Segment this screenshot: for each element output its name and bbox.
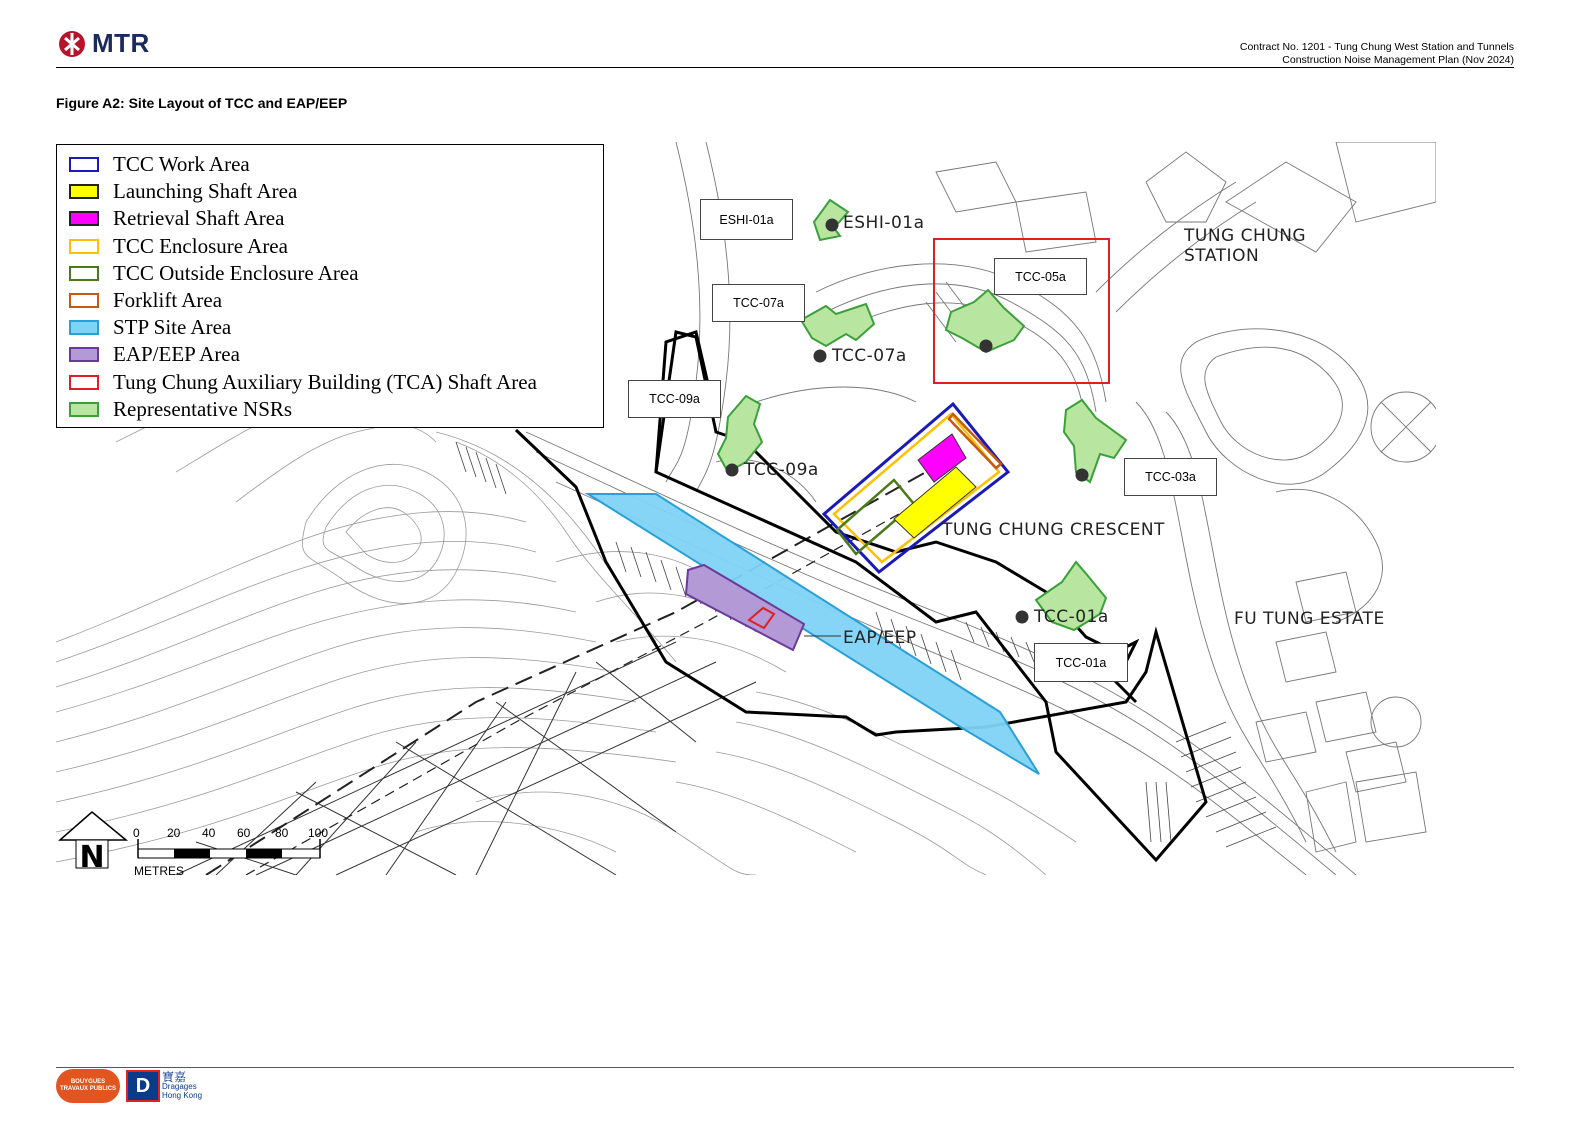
- legend-label: Forklift Area: [113, 288, 223, 313]
- label-box-tcc-05a: TCC-05a: [994, 258, 1087, 295]
- mtr-logo: [56, 28, 150, 59]
- scale-tick-40: 40: [202, 826, 216, 840]
- north-arrow: [60, 812, 126, 875]
- scale-tick-20: 20: [167, 826, 181, 840]
- legend-swatch: [69, 157, 99, 172]
- legend-label: STP Site Area: [113, 315, 232, 340]
- map-label-tung-chung-crescent: TUNG CHUNG CRESCENT: [942, 520, 1165, 540]
- dragages-line-2: Hong Kong: [162, 1090, 203, 1100]
- legend-swatch: [69, 347, 99, 362]
- legend-item: [69, 287, 603, 314]
- footer-logos: [56, 1069, 202, 1103]
- map-label-tcc01: TCC-01a: [1034, 607, 1109, 627]
- label-box-tcc-03a: TCC-03a: [1124, 458, 1217, 496]
- contract-line-1: Contract No. 1201 - Tung Chung West Station and Tunnels: [1239, 41, 1514, 53]
- legend-label: TCC Outside Enclosure Area: [113, 260, 359, 285]
- dragages-text: [162, 1069, 203, 1100]
- tunnel-grid: [176, 642, 756, 875]
- map-label-tung-chung-station: TUNG CHUNG: [1184, 226, 1307, 246]
- north-letter: N: [79, 840, 105, 875]
- map-label-station: STATION: [1184, 246, 1260, 266]
- logo-text: MTR: [92, 28, 150, 58]
- point-eshi-01a: [826, 219, 839, 232]
- legend-label: Representative NSRs: [113, 396, 293, 421]
- legend-swatch: [69, 375, 99, 390]
- footer-divider: [56, 1067, 1514, 1068]
- dragages-cn: 寶嘉: [162, 1069, 187, 1084]
- map-legend: [56, 144, 604, 428]
- scale-tick-0: 0: [133, 826, 140, 840]
- point-tcc-09a: [726, 464, 739, 477]
- map-label-eshi: ESHI-01a: [843, 213, 925, 233]
- contract-info: [1240, 41, 1514, 67]
- mtr-symbol-icon: [56, 30, 88, 58]
- scale-tick-80: 80: [275, 826, 289, 840]
- legend-item: [69, 178, 603, 205]
- dragages-line-1: Dragages: [162, 1081, 197, 1091]
- scale-bar: [138, 839, 320, 858]
- map-label-fu-tung-estate: FU TUNG ESTATE: [1234, 609, 1385, 629]
- legend-item: [69, 341, 603, 368]
- legend-item: [69, 314, 603, 341]
- legend-swatch: [69, 184, 99, 199]
- legend-item: [69, 396, 603, 423]
- point-tcc-07a: [814, 350, 827, 363]
- legend-label: Tung Chung Auxiliary Building (TCA) Shaft Area: [113, 369, 537, 394]
- scale-tick-100: 100: [308, 826, 329, 840]
- legend-swatch: [69, 320, 99, 335]
- map-label-tcc09: TCC-09a: [744, 460, 819, 480]
- scale-tick-60: 60: [237, 826, 251, 840]
- label-box-tcc-01a: TCC-01a: [1034, 643, 1128, 682]
- legend-swatch: [69, 402, 99, 417]
- label-box-tcc-09a: TCC-09a: [628, 380, 721, 418]
- legend-item: [69, 260, 603, 287]
- legend-label: TCC Enclosure Area: [113, 233, 288, 258]
- dragages-logo: [126, 1070, 202, 1102]
- legend-item: [69, 369, 603, 396]
- nsr-tcc-07a: [801, 304, 874, 346]
- map-label-eap-eep: EAP/EEP: [843, 628, 917, 648]
- legend-label: Launching Shaft Area: [113, 179, 298, 204]
- legend-swatch: [69, 211, 99, 226]
- legend-item: [69, 151, 603, 178]
- legend-swatch: [69, 266, 99, 281]
- legend-swatch: [69, 293, 99, 308]
- legend-label: EAP/EEP Area: [113, 342, 240, 367]
- legend-item: [69, 233, 603, 260]
- dragages-mark: D: [126, 1070, 160, 1102]
- point-tcc-01a: [1016, 611, 1029, 624]
- header-divider: [56, 67, 1514, 68]
- point-tcc-05a: [980, 340, 993, 353]
- legend-swatch: [69, 239, 99, 254]
- bouygues-logo: BOUYGUES TRAVAUX PUBLICS: [56, 1069, 120, 1103]
- legend-label: TCC Work Area: [113, 152, 250, 177]
- label-box-eshi-01a: ESHI-01a: [700, 199, 793, 240]
- nsr-tcc-03a: [1064, 400, 1126, 482]
- map-label-tcc07: TCC-07a: [832, 346, 907, 366]
- legend-item: [69, 205, 603, 232]
- scale-unit: METRES: [134, 864, 185, 878]
- point-tcc-03a: [1076, 469, 1089, 482]
- legend-label: Retrieval Shaft Area: [113, 206, 285, 231]
- label-box-tcc-07a: TCC-07a: [712, 284, 805, 322]
- contract-line-2: Construction Noise Management Plan (Nov 2024): [1282, 54, 1514, 66]
- figure-title: Figure A2: Site Layout of TCC and EAP/EEP: [56, 95, 348, 111]
